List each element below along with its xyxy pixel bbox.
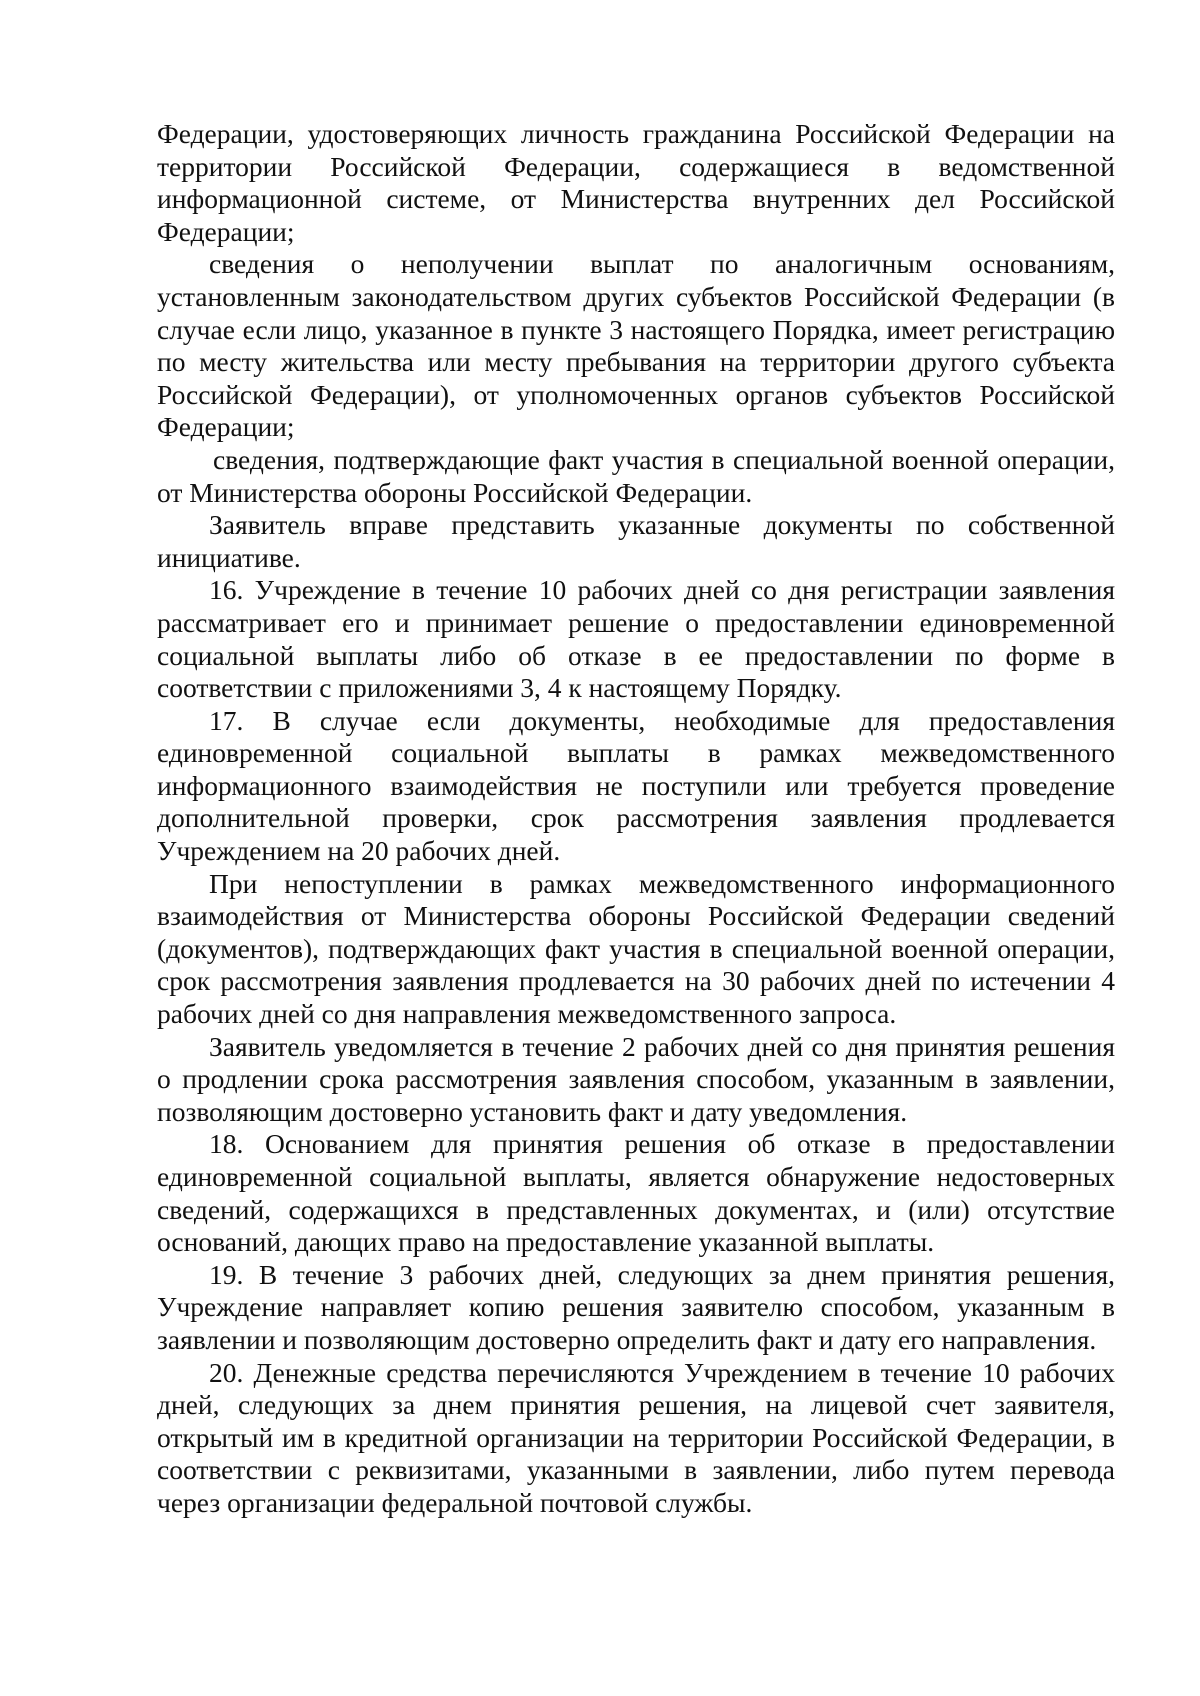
paragraph-svo-participation-info: сведения, подтверждающие факт участия в специальной военной операции, от Министерства обороны Российской Федерации. [157, 443, 1115, 508]
paragraph-extension-30-days: При непоступлении в рамках межведомственного информационного взаимодействия от Министерства обороны Российской Федерации сведений (документов), подтверждающих факт участия в специальной военной операции, срок рассмотрения заявления продлевается на 30 рабочих дней по истечении 4 рабочих дней со дня направления межведомственного запроса. [157, 867, 1115, 1030]
paragraph-continuation-mvd: Федерации, удостоверяющих личность гражданина Российской Федерации на территории Российской Федерации, содержащиеся в ведомственной информационной системе, от Министерства внутренних дел Российской Федерации; [157, 118, 1115, 247]
paragraph-clause-19: 19. В течение 3 рабочих дней, следующих за днем принятия решения, Учреждение направляет копию решения заявителю способом, указанным в заявлении и позволяющим достоверно определить факт и дату его направления. [157, 1258, 1115, 1355]
paragraph-clause-16: 16. Учреждение в течение 10 рабочих дней со дня регистрации заявления рассматривает его и принимает решение о предоставлении единовременной социальной выплаты либо об отказе в ее предоставлении по форме в соответствии с приложениями 3, 4 к настоящему Порядку. [157, 574, 1115, 704]
paragraph-applicant-right: Заявитель вправе представить указанные документы по собственной инициативе. [157, 509, 1115, 573]
paragraph-clause-18: 18. Основанием для принятия решения об отказе в предоставлении единовременной социальной выплаты, является обнаружение недостоверных сведений, содержащихся в представленных документах, и (или) отсутствие оснований, дающих право на предоставление указанной выплаты. [157, 1128, 1115, 1258]
paragraph-no-payments-info: сведения о неполучении выплат по аналогичным основаниям, установленным законодательством других субъектов Российской Федерации (в случае если лицо, указанное в пункте 3 настоящего Порядка, имеет регистрацию по месту жительства или месту пребывания на территории другого субъекта Российской Федерации), от уполномоченных органов субъектов Российской Федерации; [157, 248, 1115, 443]
paragraph-clause-20: 20. Денежные средства перечисляются Учреждением в течение 10 рабочих дней, следующих за днем принятия решения, на лицевой счет заявителя, открытый им в кредитной организации на территории Российской Федерации, в соответствии с реквизитами, указанными в заявлении, либо путем перевода через организации федеральной почтовой службы. [157, 1356, 1115, 1518]
document-body [157, 118, 1115, 1520]
paragraph-clause-17: 17. В случае если документы, необходимые для предоставления единовременной социальной выплаты в рамках межведомственного информационного взаимодействия не поступили или требуется проведение дополнительной проверки, срок рассмотрения заявления продлевается Учреждением на 20 рабочих дней. [157, 704, 1115, 867]
paragraph-applicant-notified: Заявитель уведомляется в течение 2 рабочих дней со дня принятия решения о продлении срока рассмотрения заявления способом, указанным в заявлении, позволяющим достоверно установить факт и дату уведомления. [157, 1030, 1115, 1127]
